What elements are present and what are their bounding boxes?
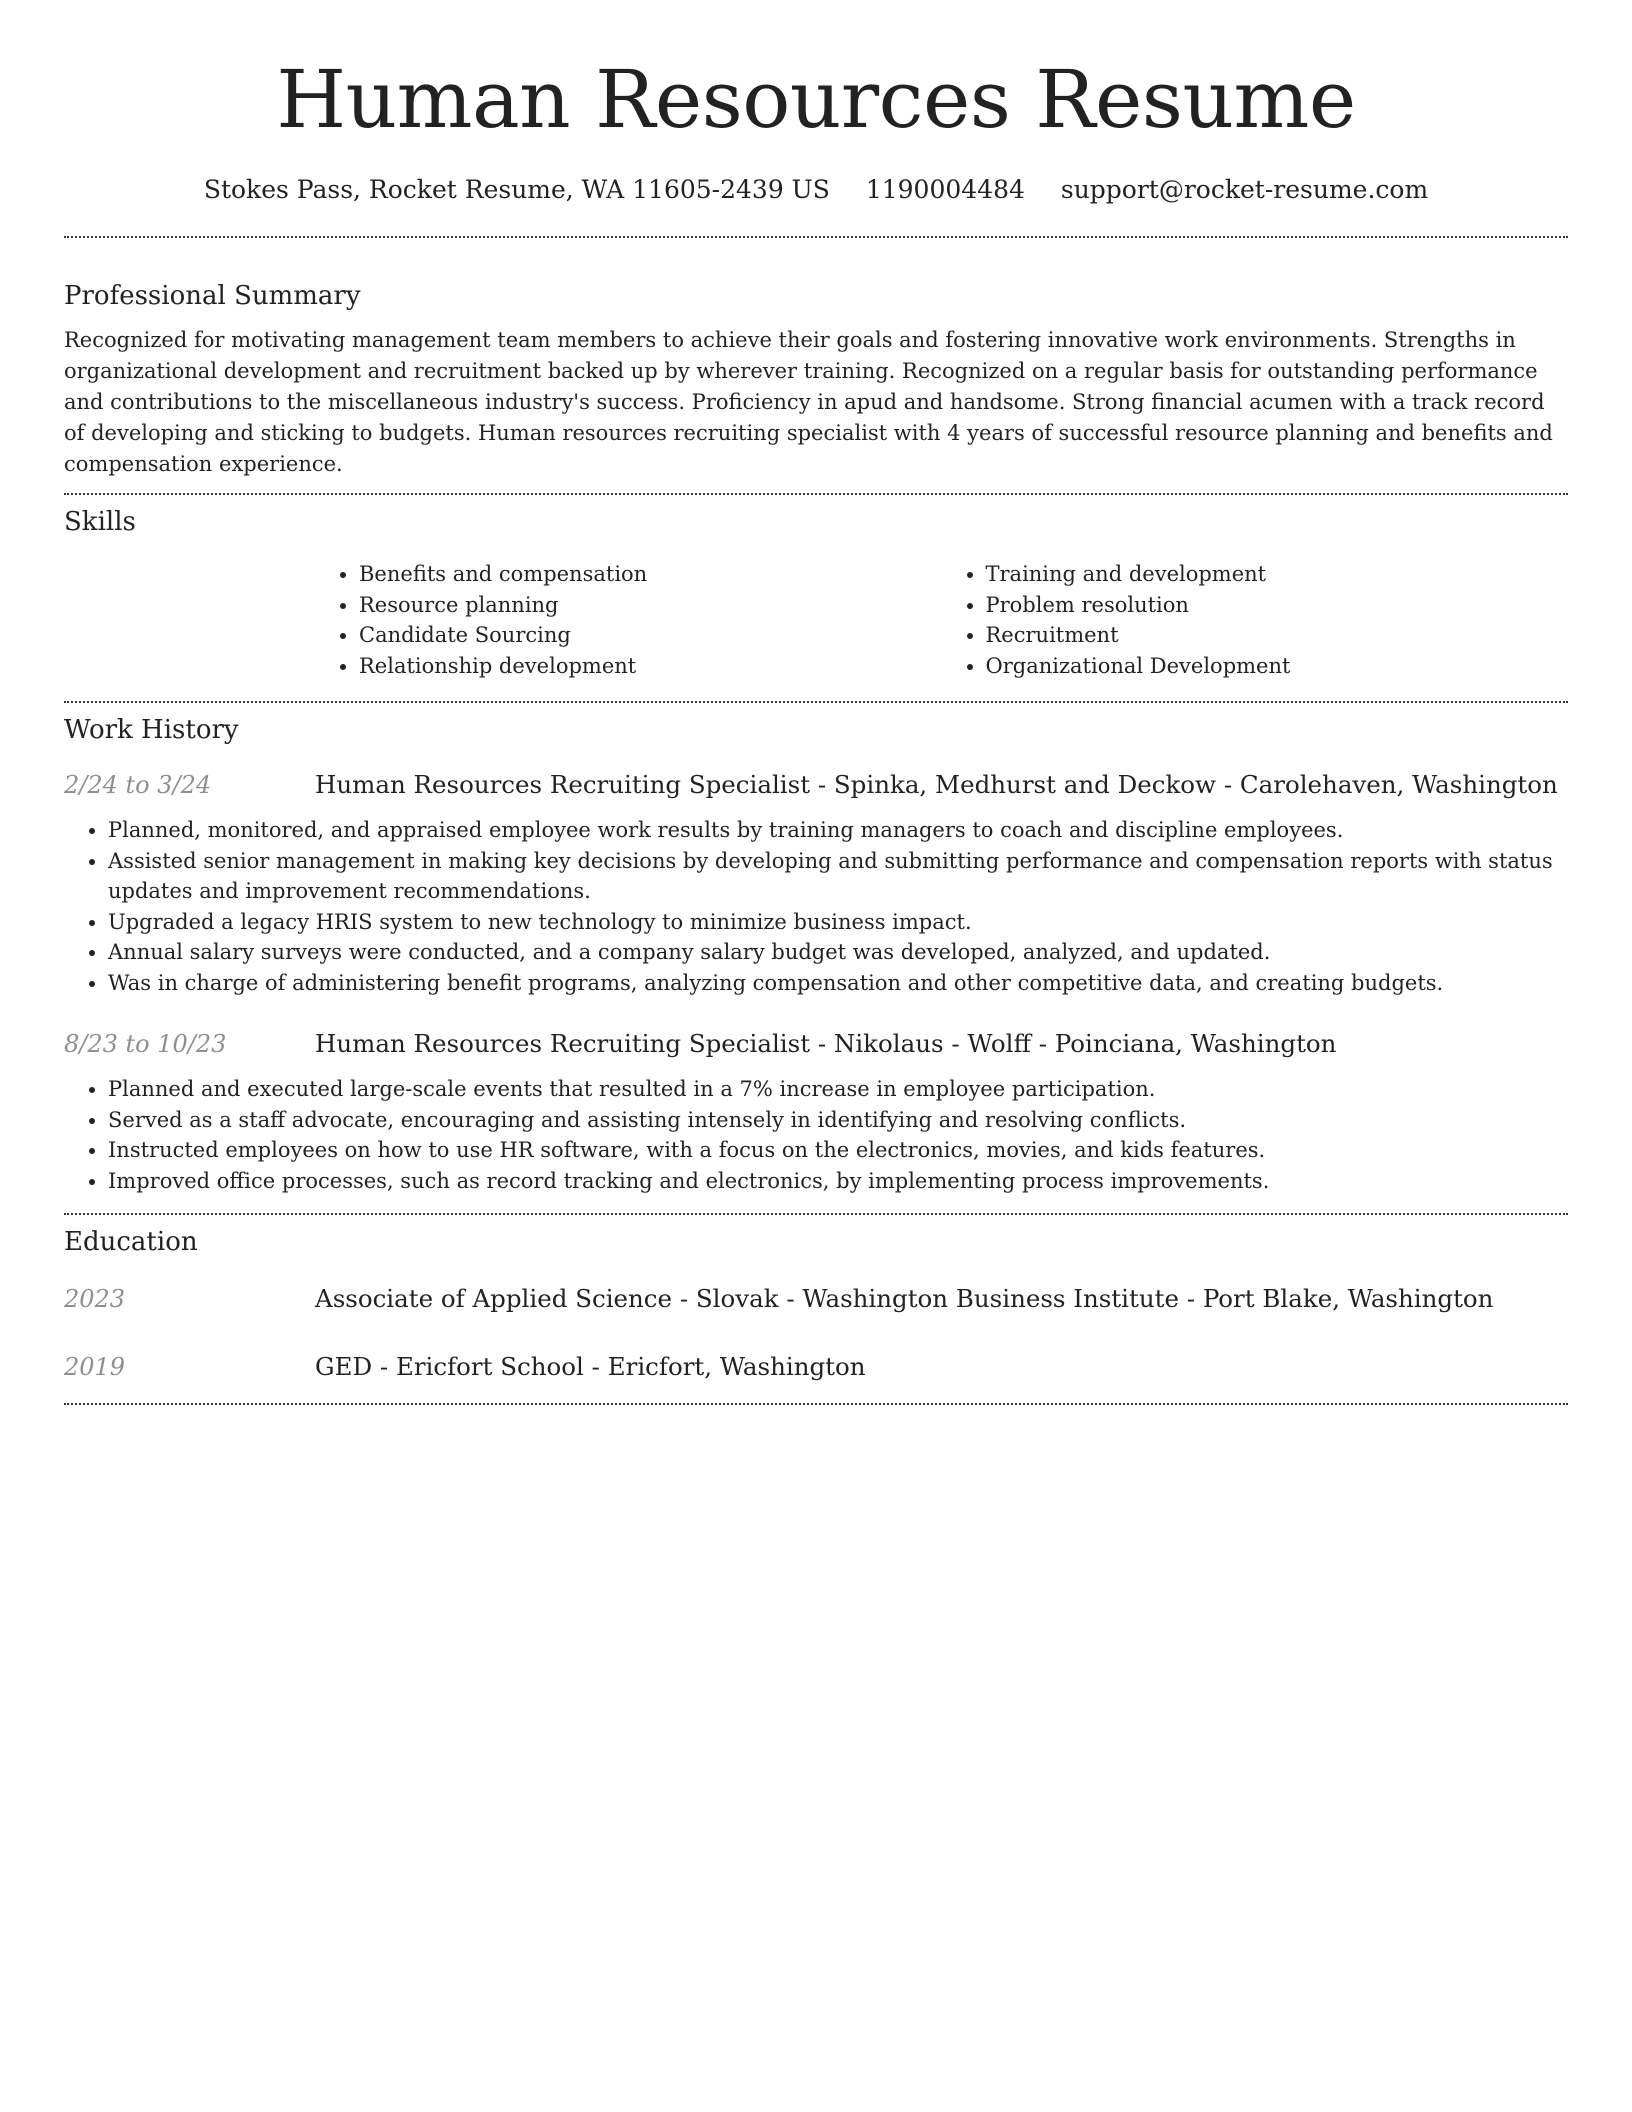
education-year: 2019 (64, 1353, 126, 1381)
work-bullet: • Served as a staff advocate, encouraging and assisting intensely in identifying and resolving conflicts. (108, 1105, 1568, 1136)
work-entry-bullets (64, 815, 1568, 998)
skill-item: • Relationship development (359, 651, 942, 682)
work-entry-title: Human Resources Recruiting Specialist - Nikolaus - Wolff - Poinciana, Washington (315, 1029, 1337, 1058)
work-history-title: Work History (64, 715, 239, 745)
education-title-text: Associate of Applied Science - Slovak - Washington Business Institute - Port Blake, Washington (315, 1284, 1494, 1313)
section-divider (64, 236, 1568, 238)
skill-item: • Candidate Sourcing (359, 620, 942, 651)
work-bullet: • Upgraded a legacy HRIS system to new technology to minimize business impact. (108, 907, 1568, 938)
work-entry-title: Human Resources Recruiting Specialist - Spinka, Medhurst and Deckow - Carolehaven, Washington (315, 770, 1558, 799)
education-title: Education (64, 1227, 198, 1257)
education-year: 2023 (64, 1285, 126, 1313)
skill-item: • Resource planning (359, 590, 942, 621)
work-bullet: • Planned, monitored, and appraised employee work results by training managers to coach and discipline employees. (108, 815, 1568, 846)
section-divider (64, 701, 1568, 703)
work-bullet: • Assisted senior management in making key decisions by developing and submitting performance and compensation reports with status updates and improvement recommendations. (108, 846, 1568, 907)
resume-header (64, 0, 1568, 206)
work-bullet: • Improved office processes, such as record tracking and electronics, by implementing process improvements. (108, 1166, 1568, 1197)
summary-section (64, 279, 1568, 480)
work-bullet: • Planned and executed large-scale events that resulted in a 7% increase in employee participation. (108, 1074, 1568, 1105)
work-bullet: • Was in charge of administering benefit programs, analyzing compensation and other competitive data, and creating budgets. (108, 968, 1568, 999)
skills-title: Skills (64, 507, 136, 537)
skill-item: • Recruitment (986, 620, 1569, 651)
contact-address: Stokes Pass, Rocket Resume, WA 11605-2439 US (203, 175, 830, 204)
work-entry-bullets (64, 1074, 1568, 1196)
contact-phone: 1190004484 (865, 175, 1025, 204)
resume-name: Human Resources Resume (276, 53, 1356, 146)
education-title-text: GED - Ericfort School - Ericfort, Washington (315, 1352, 866, 1381)
work-history-section (64, 713, 1568, 1196)
skills-column-right (942, 559, 1569, 681)
work-entry (64, 769, 1568, 998)
skill-item: • Benefits and compensation (359, 559, 942, 590)
summary-title: Professional Summary (64, 281, 361, 311)
section-divider (64, 493, 1568, 495)
skill-item: • Training and development (986, 559, 1569, 590)
work-bullet: • Annual salary surveys were conducted, and a company salary budget was developed, analyzed, and updated. (108, 937, 1568, 968)
education-entry (64, 1283, 1568, 1315)
education-section (64, 1225, 1568, 1383)
section-divider (64, 1403, 1568, 1405)
education-entry (64, 1351, 1568, 1383)
work-entry-header (64, 769, 1568, 801)
skills-list (315, 559, 1568, 681)
summary-text: Recognized for motivating management team members to achieve their goals and fostering innovative work environments. Strengths in organizational development and recruitment backed up by wherever training. Recognized on a regular basis for outstanding performance and contributions to the miscellaneous industry's success. Proficiency in apud and handsome. Strong financial acumen with a track record of developing and sticking to budgets. Human resources recruiting specialist with 4 years of successful resource planning and benefits and compensation experience. (64, 328, 1553, 476)
skills-column-left (315, 559, 942, 681)
skill-item: • Organizational Development (986, 651, 1569, 682)
section-divider (64, 1213, 1568, 1215)
work-entry-dates: 2/24 to 3/24 (64, 771, 212, 799)
contact-line (64, 174, 1568, 206)
skill-item: • Problem resolution (986, 590, 1569, 621)
work-entry-dates: 8/23 to 10/23 (64, 1030, 227, 1058)
work-entry (64, 1028, 1568, 1196)
contact-email: support@rocket-resume.com (1060, 175, 1429, 204)
work-bullet: • Instructed employees on how to use HR software, with a focus on the electronics, movies, and kids features. (108, 1135, 1568, 1166)
skills-section (64, 505, 1568, 681)
work-entry-header (64, 1028, 1568, 1060)
